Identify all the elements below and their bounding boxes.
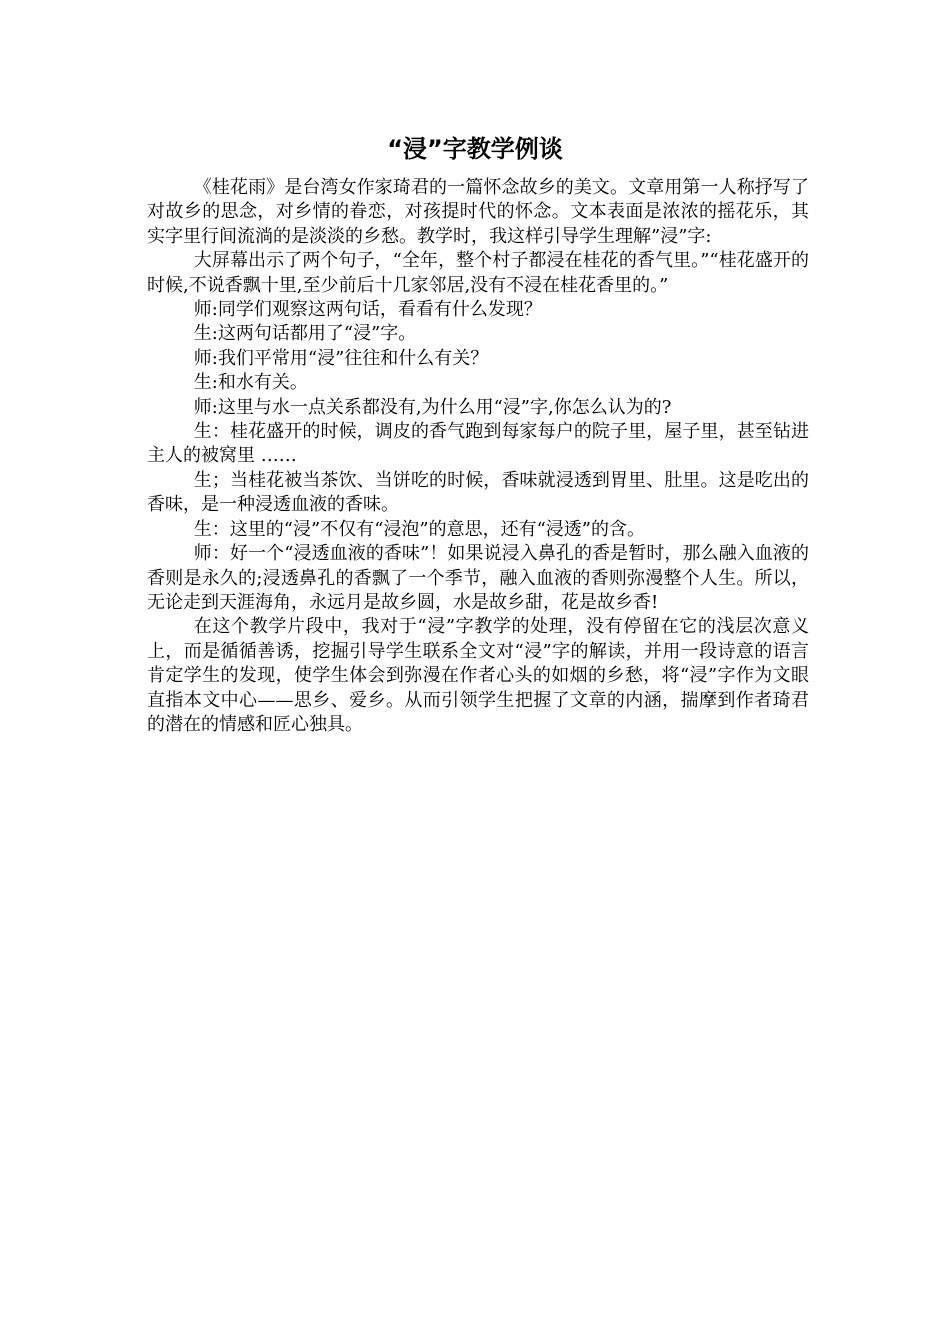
dialogue-line: 师：好一个“浸透血液的香味”！如果说浸入鼻孔的香是暂时，那么融入血液的香则是永久的;浸透鼻孔的香飘了一个季节，融入血液的香则弥漫整个人生。所以，无论走到天涯海角，永远月是故乡圆，水是故乡甜，花是故乡香!: [147, 543, 809, 613]
dialogue-line: 师:这里与水一点关系都没有,为什么用“浸”字,你怎么认为的?: [193, 396, 672, 418]
paragraph-sentences: 大屏幕出示了两个句子，“全年，整个村子都浸在桂花的香气里。”“桂花盛开的时候,不说香飘十里,至少前后十几家邻居,没有不浸在桂花香里的。”: [147, 250, 809, 296]
document-title: “浸”字教学例谈: [387, 135, 563, 163]
paragraph-intro: 《桂花雨》是台湾女作家琦君的一篇怀念故乡的美文。文章用第一人称抒写了对故乡的思念，对乡情的眷恋，对孩提时代的怀念。文本表面是浓浓的摇花乐，其实字里行间流淌的是淡淡的乡愁。教学时，我这样引导学生理解”浸”字:: [147, 177, 809, 247]
dialogue-line: 生:和水有关。: [193, 372, 308, 394]
dialogue-line: 生：桂花盛开的时候，调皮的香气跑到每家每户的院子里，屋子里，甚至钻进主人的被窝里 ……: [147, 421, 809, 467]
dialogue-line: 生：这里的“浸”不仅有“浸泡”的意思，还有“浸透”的含。: [193, 518, 646, 540]
document-body: [147, 176, 809, 737]
dialogue-line: 生:这两句话都用了“浸”字。: [193, 323, 417, 345]
dialogue-line: 生；当桂花被当茶饮、当饼吃的时候，香味就浸透到胃里、肚里。这是吃出的香味，是一种浸透血液的香味。: [147, 469, 809, 516]
dialogue-line: 师:我们平常用“浸”往往和什么有关？: [193, 347, 489, 369]
paragraph-conclusion: 在这个教学片段中，我对于“浸”字教学的处理，没有停留在它的浅层次意义上，而是循循善诱，挖掘引导学生联系全文对“浸”字的解读，并用一段诗意的语言肯定学生的发现，使学生体会到弥漫在作者心头的如烟的乡愁，将“浸”字作为文眼直指本文中心——思乡、爱乡。从而引领学生把握了文章的内涵，揣摩到作者琦君的潜在的情感和匠心独具。: [147, 616, 809, 735]
dialogue-line: 师:同学们观察这两句话，看看有什么发现？: [193, 299, 542, 321]
